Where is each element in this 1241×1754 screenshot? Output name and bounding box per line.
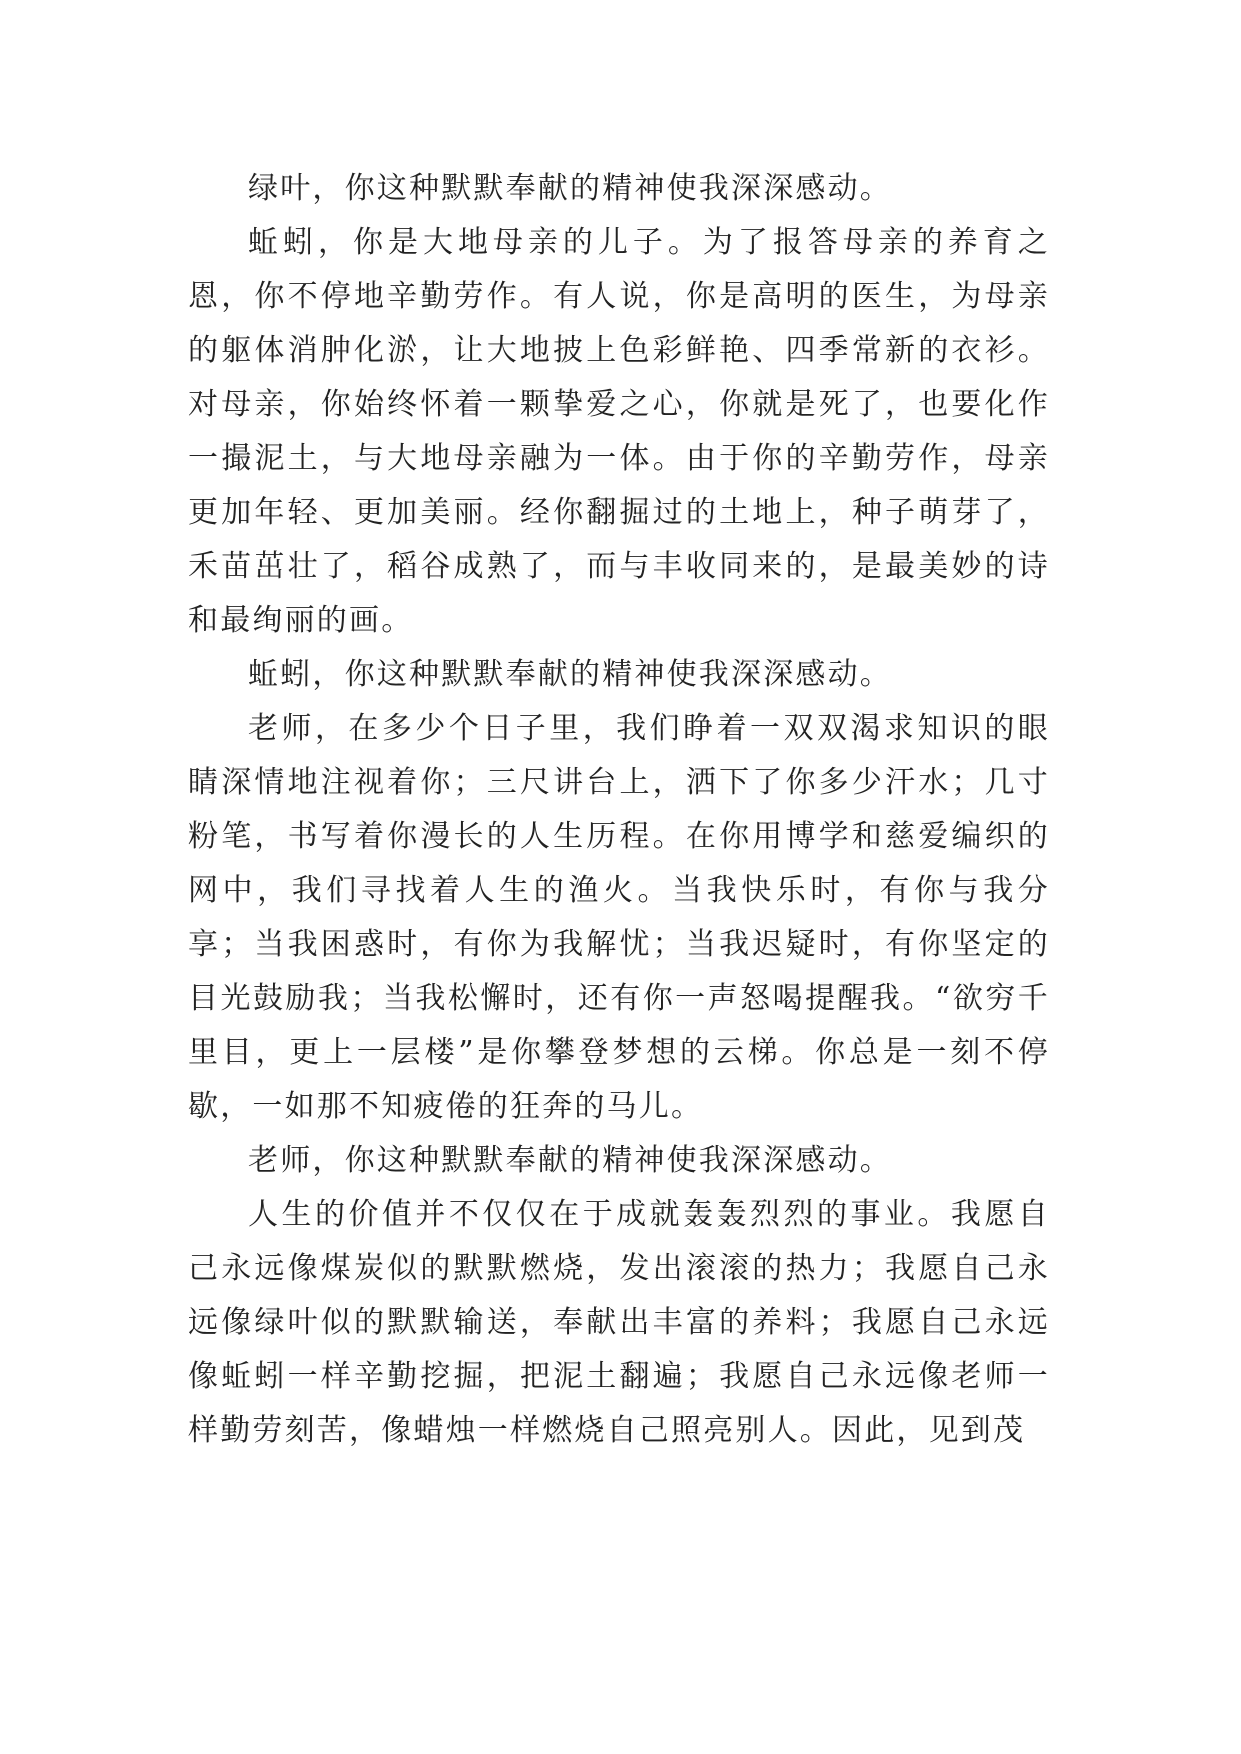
paragraph-life-value: 人生的价值并不仅仅在于成就轰轰烈烈的事业。我愿自己永远像煤炭似的默默燃烧，发出滚滚的热力；我愿自己永远像绿叶似的默默输送，奉献出丰富的养料；我愿自己永远像蚯蚓一样辛勤挖掘，把泥土翻遍；我愿自己永远像老师一样勤劳刻苦，像蜡烛一样燃烧自己照亮别人。因此，见到茂 bbox=[188, 1197, 1050, 1448]
paragraph-earthworm-closing: 蚯蚓，你这种默默奉献的精神使我深深感动。 bbox=[248, 657, 892, 692]
paragraph-teacher-closing: 老师，你这种默默奉献的精神使我深深感动。 bbox=[248, 1143, 892, 1178]
paragraph-earthworm: 蚯蚓，你是大地母亲的儿子。为了报答母亲的养育之恩，你不停地辛勤劳作。有人说，你是高明的医生，为母亲的躯体消肿化淤，让大地披上色彩鲜艳、四季常新的衣衫。对母亲，你始终怀着一颗挚爱之心，你就是死了，也要化作一撮泥土，与大地母亲融为一体。由于你的辛勤劳作，母亲更加年轻、更加美丽。经你翻掘过的土地上，种子萌芽了，禾苗茁壮了，稻谷成熟了，而与丰收同来的，是最美妙的诗和最绚丽的画。 bbox=[188, 225, 1050, 638]
document-body bbox=[188, 162, 1050, 1458]
paragraph-teacher: 老师，在多少个日子里，我们睁着一双双渴求知识的眼睛深情地注视着你；三尺讲台上，洒下了你多少汗水；几寸粉笔，书写着你漫长的人生历程。在你用博学和慈爱编织的网中，我们寻找着人生的渔火。当我快乐时，有你与我分享；当我困惑时，有你为我解忧；当我迟疑时，有你坚定的目光鼓励我；当我松懈时，还有你一声怒喝提醒我。“欲穷千里目，更上一层楼”是你攀登梦想的云梯。你总是一刻不停歇，一如那不知疲倦的狂奔的马儿。 bbox=[188, 711, 1050, 1124]
paragraph-green-leaf-closing: 绿叶，你这种默默奉献的精神使我深深感动。 bbox=[248, 171, 892, 206]
